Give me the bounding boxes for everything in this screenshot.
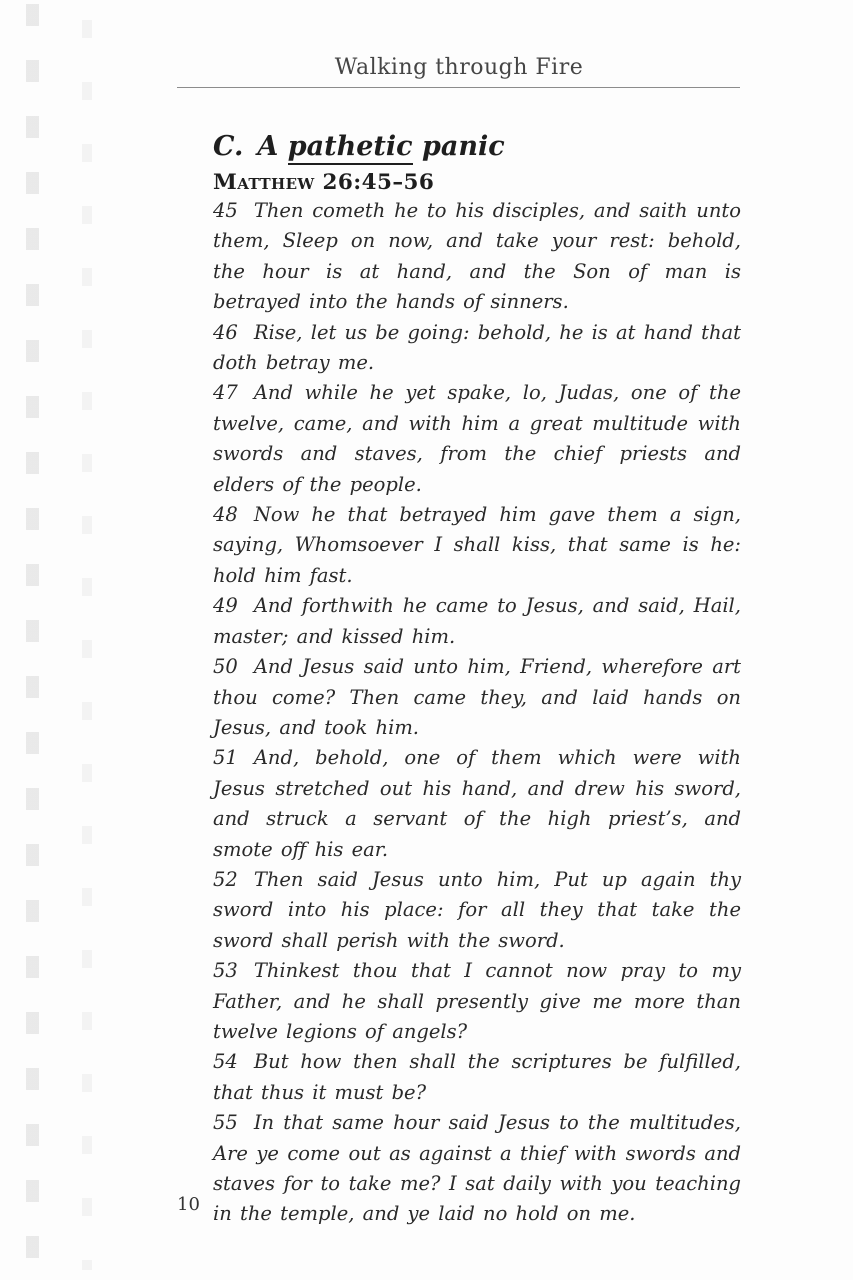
section-title (257, 131, 504, 165)
section-heading (213, 131, 505, 162)
section-label: C. (213, 131, 244, 162)
verse-paragraph (213, 196, 741, 318)
verse-number: 55 (213, 1111, 238, 1135)
verse-paragraph (213, 1108, 741, 1230)
verse-paragraph (213, 865, 741, 956)
verse-number: 48 (213, 503, 238, 527)
verse-paragraph (213, 500, 741, 591)
scan-artifact-inner (82, 20, 92, 1270)
verse-number: 45 (213, 199, 238, 222)
verse-paragraph (213, 591, 741, 652)
scripture-passage (213, 196, 741, 1230)
verse-text: And forthwith he came to Jesus, and said, Hail, master; and kissed him. (213, 594, 741, 648)
scan-artifact-left-edge (26, 4, 39, 1276)
verse-paragraph (213, 378, 741, 500)
verse-text: Thinkest thou that I cannot now pray to my Father, and he shall presently give me more than twelve legions of angels? (213, 959, 741, 1043)
verse-text: But how then shall the scriptures be fulfilled, that thus it must be? (213, 1050, 741, 1104)
verse-text: And, behold, one of them which were with Jesus stretched out his hand, and drew his sword, and struck a servant of the high priest’s, and smote off his ear. (213, 746, 741, 861)
header-rule (177, 87, 740, 88)
verse-number: 46 (213, 320, 238, 344)
verse-number: 49 (213, 594, 238, 618)
verse-text: Now he that betrayed him gave them a sign, saying, Whomsoever I shall kiss, that same is he: hold him fast. (213, 503, 741, 587)
verse-text: And Jesus said unto him, Friend, wherefore art thou come? Then came they, and laid hands on Jesus, and took him. (213, 655, 741, 739)
verse-number: 51 (213, 746, 238, 770)
scripture-reference: Matthew 26:45–56 (213, 170, 435, 195)
verse-paragraph (213, 318, 741, 379)
verse-number: 52 (213, 867, 238, 891)
verse-paragraph (213, 652, 741, 743)
verse-text: And while he yet spake, lo, Judas, one of the twelve, came, and with him a great multitude with swords and staves, from the chief priests and elders of the people. (213, 381, 741, 496)
verse-paragraph (213, 743, 741, 865)
section-title-underlined: pathetic (288, 131, 413, 165)
verse-number: 54 (213, 1050, 238, 1074)
page-number: 10 (177, 1194, 200, 1215)
verse-number: 50 (213, 655, 238, 679)
verse-number: 47 (213, 381, 238, 405)
verse-text: Then cometh he to his disciples, and saith unto them, Sleep on now, and take your rest: behold, the hour is at hand, and the Son of man is betrayed into the hands of sinners. (213, 199, 741, 314)
verse-text: In that same hour said Jesus to the multitudes, Are ye come out as against a thief with swords and staves for to take me? I sat daily with you teaching in the temple, and ye laid no hold on me. (213, 1111, 741, 1226)
verse-text: Then said Jesus unto him, Put up again thy sword into his place: for all they that take the sword shall perish with the sword. (213, 867, 741, 952)
running-header: Walking through Fire (334, 55, 584, 80)
verse-paragraph (213, 956, 741, 1047)
verse-paragraph (213, 1047, 741, 1108)
section-title-post: panic (412, 131, 505, 162)
verse-text: Rise, let us be going: behold, he is at hand that doth betray me. (213, 320, 741, 375)
section-title-pre: A (257, 131, 288, 162)
verse-number: 53 (213, 959, 238, 983)
